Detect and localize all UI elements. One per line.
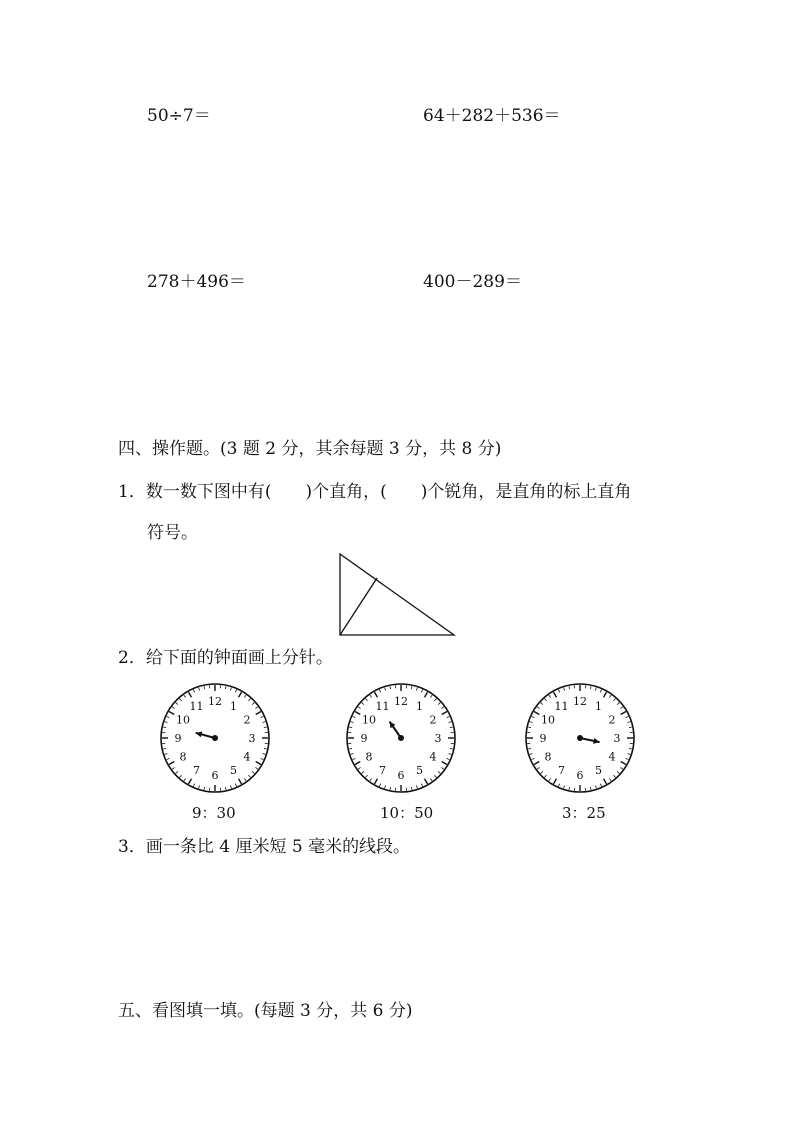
clock-numeral: 7 [193, 764, 200, 778]
calc-row1-left: 50÷7＝ [147, 106, 211, 126]
clock-numeral: 12 [573, 695, 587, 708]
clock-numeral: 2 [429, 713, 437, 727]
minute-tick [239, 779, 242, 784]
minute-tick [450, 748, 453, 749]
minute-tick [434, 699, 436, 701]
minute-tick [199, 786, 200, 789]
clock-numeral: 4 [429, 750, 437, 764]
minute-tick [189, 779, 192, 784]
calc-row2-right: 400－289＝ [423, 272, 522, 292]
minute-tick [204, 787, 205, 790]
minute-tick [169, 762, 174, 765]
minute-tick [193, 690, 194, 693]
right-triangle [340, 554, 454, 635]
minute-tick [165, 722, 168, 723]
minute-tick [180, 775, 182, 777]
minute-tick [165, 753, 168, 754]
minute-tick [163, 727, 166, 728]
minute-tick [628, 753, 631, 754]
minute-tick [351, 722, 354, 723]
minute-tick [617, 771, 619, 773]
minute-tick [355, 712, 360, 715]
minute-tick [167, 716, 170, 717]
clock-numeral: 10 [540, 713, 555, 727]
clock-numeral: 9 [360, 732, 368, 745]
minute-tick [370, 778, 372, 780]
minute-tick [541, 771, 543, 773]
minute-tick [379, 784, 380, 787]
minute-tick [600, 690, 601, 693]
minute-tick [613, 775, 615, 777]
question1-line2: 符号。 [147, 523, 198, 543]
clock-numeral: 3 [434, 732, 442, 745]
minute-tick [366, 775, 368, 777]
minute-tick [189, 692, 192, 697]
clock-numeral: 11 [554, 699, 569, 713]
minute-tick [225, 787, 226, 790]
minute-tick [558, 784, 559, 787]
minute-tick [430, 695, 432, 697]
minute-tick [613, 699, 615, 701]
clock-numeral: 8 [544, 750, 552, 764]
clock-numeral: 7 [379, 764, 386, 778]
clock-numeral: 8 [179, 750, 187, 764]
clock-numeral: 4 [243, 750, 251, 764]
clock-3-caption: 3：25 [562, 804, 606, 822]
minute-tick [375, 692, 378, 697]
minute-tick [442, 762, 447, 765]
question1-line1: 1．数一数下图中有( )个直角，( )个锐角，是直角的标上直角 [118, 482, 632, 502]
minute-tick [438, 703, 440, 705]
clock-1-caption: 9：30 [192, 804, 236, 822]
clock-center [212, 735, 218, 741]
minute-tick [176, 771, 178, 773]
minute-tick [441, 707, 443, 709]
minute-tick [595, 688, 596, 691]
clock-numeral: 10 [361, 713, 376, 727]
minute-tick [537, 707, 539, 709]
minute-tick [549, 695, 551, 697]
minute-tick [534, 762, 539, 765]
clock-numeral: 3 [613, 732, 621, 745]
clock-numeral: 5 [595, 764, 602, 778]
clock-numeral: 12 [394, 695, 408, 708]
minute-tick [600, 784, 601, 787]
clock-numeral: 3 [248, 732, 256, 745]
minute-tick [628, 722, 631, 723]
clock-numeral: 1 [416, 699, 423, 713]
minute-tick [425, 692, 428, 697]
clock-numeral: 12 [208, 695, 222, 708]
minute-tick [421, 690, 422, 693]
minute-tick [620, 707, 622, 709]
minute-tick [375, 779, 378, 784]
minute-tick [255, 767, 257, 769]
clock-numeral: 5 [230, 764, 237, 778]
minute-tick [537, 767, 539, 769]
minute-tick [355, 762, 360, 765]
minute-tick [449, 722, 452, 723]
minute-tick [528, 748, 531, 749]
minute-tick [390, 686, 391, 689]
minute-tick [256, 762, 261, 765]
calc-row1-right: 64＋282＋536＝ [423, 106, 561, 126]
minute-tick [385, 786, 386, 789]
minute-tick [385, 688, 386, 691]
minute-tick [590, 686, 591, 689]
minute-tick [169, 712, 174, 715]
minute-tick [554, 779, 557, 784]
clock-numeral: 7 [558, 764, 565, 778]
minute-tick [248, 775, 250, 777]
minute-tick [421, 784, 422, 787]
clock-numeral: 1 [595, 699, 602, 713]
clock-numeral: 6 [576, 769, 584, 782]
minute-tick [176, 703, 178, 705]
clock-numeral: 1 [230, 699, 237, 713]
minute-tick [184, 695, 186, 697]
minute-tick [366, 699, 368, 701]
minute-tick [532, 716, 535, 717]
minute-tick [230, 688, 231, 691]
minute-tick [564, 688, 565, 691]
minute-tick [261, 758, 264, 759]
minute-tick [528, 727, 531, 728]
minute-tick [411, 787, 412, 790]
minute-tick [353, 758, 356, 759]
minute-tick [621, 712, 626, 715]
minute-tick [255, 707, 257, 709]
minute-tick [441, 767, 443, 769]
minute-tick [248, 699, 250, 701]
section4-heading: 四、操作题。(3 题 2 分，其余每题 3 分，共 8 分) [118, 439, 502, 459]
minute-tick [438, 771, 440, 773]
minute-tick [172, 767, 174, 769]
clock-center [577, 735, 583, 741]
minute-tick [590, 787, 591, 790]
clock-numeral: 6 [397, 769, 405, 782]
clock-1 [159, 682, 271, 794]
section5-heading: 五、看图填一填。(每题 3 分，共 6 分) [118, 1001, 413, 1021]
minute-tick [554, 692, 557, 697]
clock-numeral: 11 [189, 699, 204, 713]
minute-tick [569, 787, 570, 790]
minute-tick [235, 784, 236, 787]
minute-tick [626, 758, 629, 759]
minute-tick [252, 771, 254, 773]
minute-tick [569, 686, 570, 689]
minute-tick [163, 748, 166, 749]
minute-tick [349, 748, 352, 749]
minute-tick [263, 753, 266, 754]
minute-tick [379, 690, 380, 693]
minute-tick [193, 784, 194, 787]
minute-tick [604, 692, 607, 697]
minute-tick [530, 753, 533, 754]
minute-tick [449, 753, 452, 754]
minute-tick [252, 703, 254, 705]
minute-tick [609, 778, 611, 780]
minute-tick [621, 762, 626, 765]
minute-tick [184, 778, 186, 780]
minute-tick [244, 695, 246, 697]
minute-tick [370, 695, 372, 697]
minute-tick [362, 771, 364, 773]
clock-numeral: 10 [175, 713, 190, 727]
minute-tick [230, 786, 231, 789]
minute-tick [256, 712, 261, 715]
clock-numeral: 2 [608, 713, 616, 727]
clock-3 [524, 682, 636, 794]
minute-tick [167, 758, 170, 759]
minute-tick [411, 686, 412, 689]
minute-tick [629, 727, 632, 728]
minute-tick [617, 703, 619, 705]
clock-center [398, 735, 404, 741]
minute-tick [595, 786, 596, 789]
minute-tick [358, 707, 360, 709]
minute-tick [225, 686, 226, 689]
minute-tick [549, 778, 551, 780]
clock-numeral: 5 [416, 764, 423, 778]
minute-tick [180, 699, 182, 701]
minute-tick [434, 775, 436, 777]
calc-row2-left: 278＋496＝ [147, 272, 246, 292]
minute-tick [362, 703, 364, 705]
minute-tick [530, 722, 533, 723]
clock-numeral: 9 [539, 732, 547, 745]
minute-tick [604, 779, 607, 784]
clock-2-caption: 10：50 [380, 804, 434, 822]
clock-numeral: 9 [174, 732, 182, 745]
minute-tick [235, 690, 236, 693]
minute-tick [239, 692, 242, 697]
minute-tick [244, 778, 246, 780]
minute-tick [390, 787, 391, 790]
minute-tick [416, 688, 417, 691]
question2: 2．给下面的钟面画上分针。 [118, 648, 333, 668]
minute-tick [442, 712, 447, 715]
minute-tick [263, 722, 266, 723]
clock-numeral: 4 [608, 750, 616, 764]
minute-tick [541, 703, 543, 705]
clock-numeral: 6 [211, 769, 219, 782]
minute-tick [558, 690, 559, 693]
clock-numeral: 11 [375, 699, 390, 713]
minute-tick [425, 779, 428, 784]
minute-tick [447, 716, 450, 717]
minute-tick [626, 716, 629, 717]
question3: 3．画一条比 4 厘米短 5 毫米的线段。 [118, 837, 411, 857]
minute-tick [416, 786, 417, 789]
minute-tick [204, 686, 205, 689]
minute-tick [172, 707, 174, 709]
minute-tick [609, 695, 611, 697]
minute-tick [430, 778, 432, 780]
minute-tick [358, 767, 360, 769]
minute-tick [199, 688, 200, 691]
minute-tick [564, 786, 565, 789]
clock-numeral: 8 [365, 750, 373, 764]
minute-tick [532, 758, 535, 759]
minute-tick [450, 727, 453, 728]
minute-tick [620, 767, 622, 769]
clock-2 [345, 682, 457, 794]
minute-tick [545, 699, 547, 701]
minute-tick [349, 727, 352, 728]
minute-tick [447, 758, 450, 759]
minute-tick [264, 727, 267, 728]
minute-tick [261, 716, 264, 717]
minute-tick [545, 775, 547, 777]
minute-tick [351, 753, 354, 754]
inner-segment [340, 578, 377, 635]
minute-tick [534, 712, 539, 715]
clock-numeral: 2 [243, 713, 251, 727]
minute-tick [629, 748, 632, 749]
minute-tick [353, 716, 356, 717]
minute-tick [264, 748, 267, 749]
